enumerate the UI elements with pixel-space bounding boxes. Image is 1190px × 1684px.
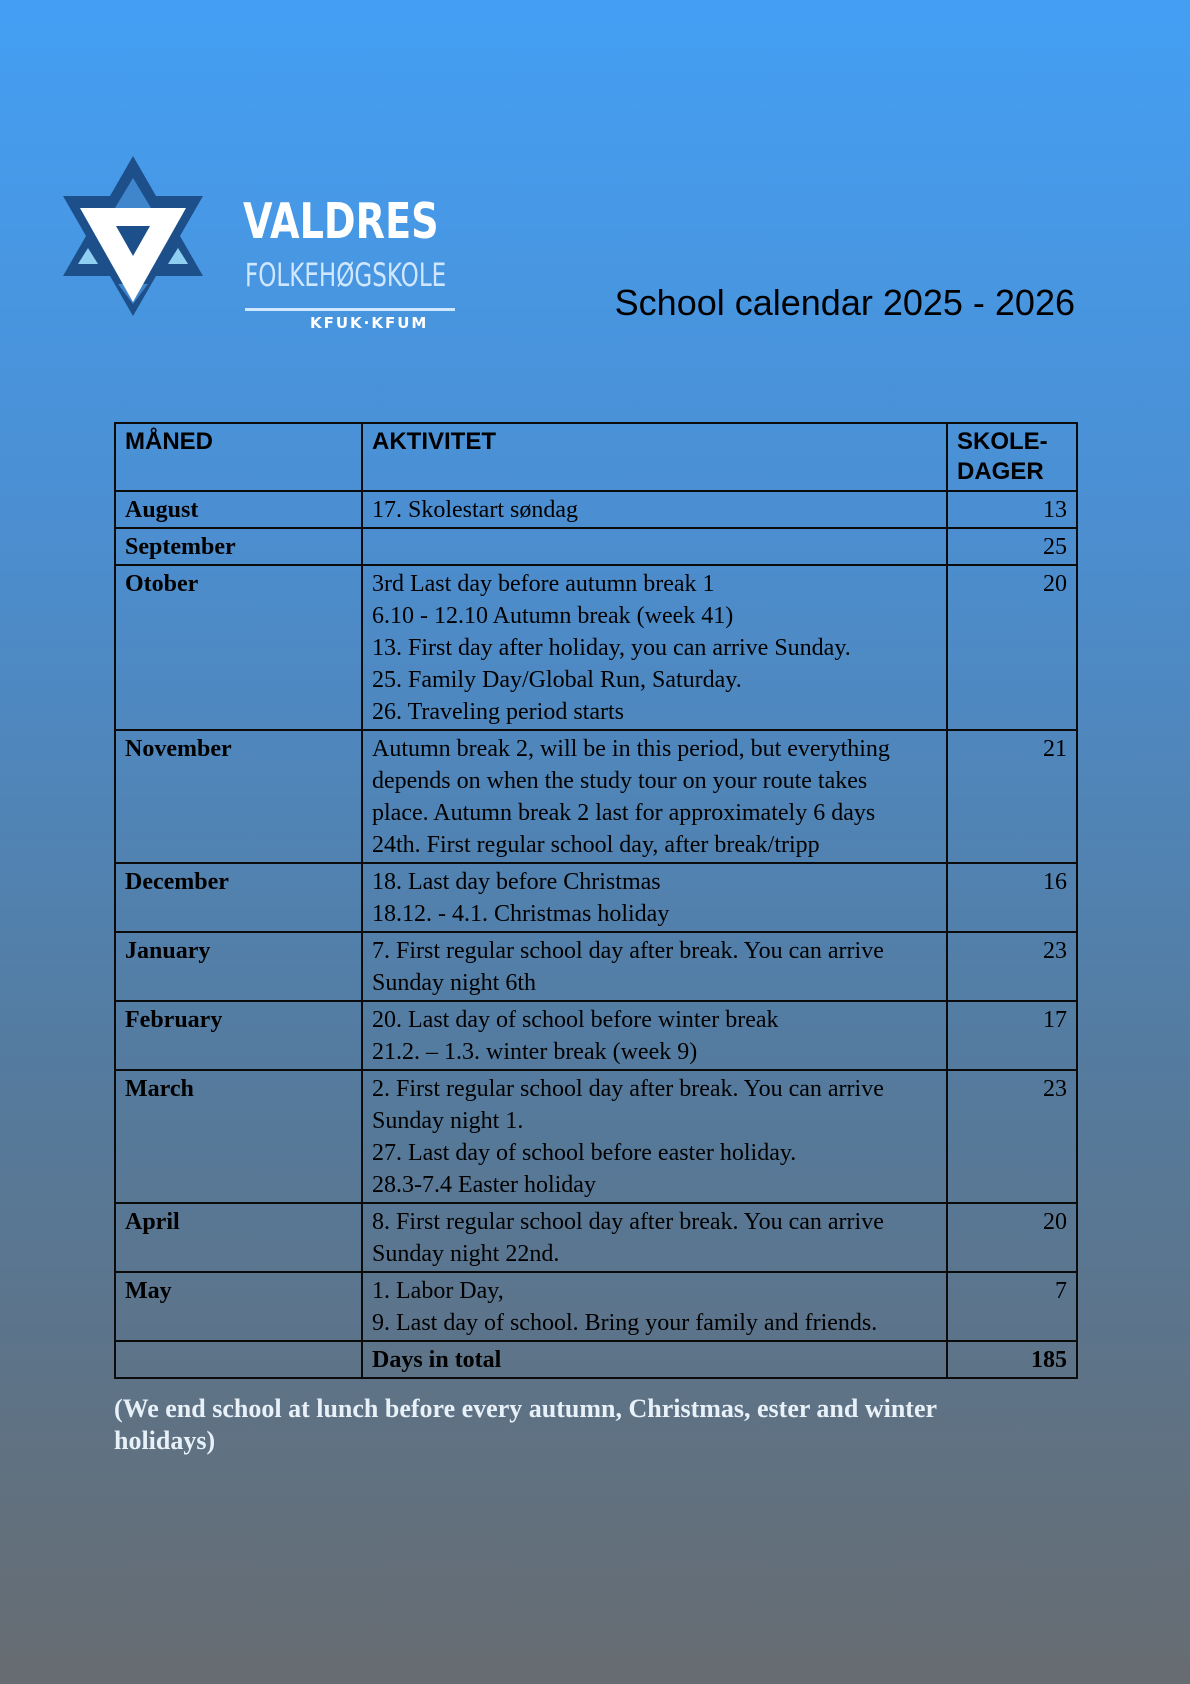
school-days-cell: 17	[947, 1001, 1077, 1070]
activity-line: 3rd Last day before autumn break 1	[372, 571, 715, 597]
activity-line: 28.3-7.4 Easter holiday	[372, 1172, 596, 1198]
activity-line: 9. Last day of school. Bring your family and friends.	[372, 1310, 878, 1336]
month-cell: November	[115, 730, 362, 863]
activity-line: 25. Family Day/Global Run, Saturday.	[372, 667, 742, 693]
month-cell: September	[115, 528, 362, 565]
month-cell: February	[115, 1001, 362, 1070]
school-days-cell: 20	[947, 565, 1077, 730]
activity-line: 18.12. - 4.1. Christmas holiday	[372, 901, 670, 927]
activity-cell	[362, 1001, 947, 1070]
table-row	[115, 863, 1077, 932]
table-row	[115, 528, 1077, 565]
logo-star-emblem	[58, 148, 208, 328]
month-cell: December	[115, 863, 362, 932]
total-row	[115, 1341, 1077, 1378]
activity-cell	[362, 1203, 947, 1272]
activity-cell	[362, 1272, 947, 1341]
activity-line: place. Autumn break 2 last for approximately 6 days	[372, 800, 876, 826]
activity-cell	[362, 730, 947, 863]
school-logo	[58, 148, 458, 333]
activity-line: 17. Skolestart søndag	[372, 497, 578, 523]
activity-cell	[362, 1070, 947, 1203]
activity-line: 24th. First regular school day, after break/tripp	[372, 832, 820, 858]
header-days-line2: DAGER	[957, 458, 1044, 485]
school-days-cell: 20	[947, 1203, 1077, 1272]
header-days-line1: SKOLE-	[957, 428, 1048, 455]
table-row	[115, 1070, 1077, 1203]
activity-line: 21.2. – 1.3. winter break (week 9)	[372, 1039, 698, 1065]
logo-name: VALDRES	[243, 193, 439, 250]
activity-line: 26. Traveling period starts	[372, 699, 624, 725]
header-activity: AKTIVITET	[362, 423, 947, 491]
activity-line: 2. First regular school day after break. You can arrive	[372, 1076, 884, 1102]
activity-cell	[362, 491, 947, 528]
activity-line: depends on when the study tour on your route takes	[372, 768, 868, 794]
footnote: (We end school at lunch before every autumn, Christmas, ester and winter holidays)	[114, 1394, 937, 1455]
school-days-cell: 21	[947, 730, 1077, 863]
table-row	[115, 491, 1077, 528]
activity-line: 1. Labor Day,	[372, 1278, 504, 1304]
total-month-cell	[115, 1341, 362, 1378]
activity-line: 27. Last day of school before easter holiday.	[372, 1140, 797, 1166]
school-days-cell: 23	[947, 1070, 1077, 1203]
logo-divider	[245, 308, 455, 311]
activity-cell	[362, 932, 947, 1001]
month-cell: March	[115, 1070, 362, 1203]
table-row	[115, 1272, 1077, 1341]
activity-line: 6.10 - 12.10 Autumn break (week 41)	[372, 603, 734, 629]
activity-line: 20. Last day of school before winter break	[372, 1007, 779, 1033]
activity-line: 13. First day after holiday, you can arrive Sunday.	[372, 635, 851, 661]
page-title: School calendar 2025 - 2026	[614, 282, 1075, 323]
calendar-table	[114, 422, 1078, 1379]
month-cell: January	[115, 932, 362, 1001]
table-row	[115, 730, 1077, 863]
table-row	[115, 1203, 1077, 1272]
activity-line: Sunday night 22nd.	[372, 1241, 560, 1267]
table-row	[115, 565, 1077, 730]
school-days-cell: 25	[947, 528, 1077, 565]
logo-tagline: KFUK·KFUM	[310, 314, 429, 332]
activity-line: Sunday night 6th	[372, 970, 537, 996]
total-label: Days in total	[362, 1341, 947, 1378]
activity-line: 18. Last day before Christmas	[372, 869, 661, 895]
activity-line: Sunday night 1.	[372, 1108, 524, 1134]
school-days-cell: 16	[947, 863, 1077, 932]
month-cell: August	[115, 491, 362, 528]
table-body	[115, 491, 1077, 1341]
table-row	[115, 932, 1077, 1001]
activity-cell	[362, 565, 947, 730]
school-days-cell: 13	[947, 491, 1077, 528]
total-days: 185	[947, 1341, 1077, 1378]
table-header-row	[115, 423, 1077, 491]
activity-line: 7. First regular school day after break. You can arrive	[372, 938, 884, 964]
activity-line: Autumn break 2, will be in this period, but everything	[372, 736, 890, 762]
month-cell: April	[115, 1203, 362, 1272]
school-days-cell: 23	[947, 932, 1077, 1001]
month-cell: May	[115, 1272, 362, 1341]
school-days-cell: 7	[947, 1272, 1077, 1341]
logo-subtitle: FOLKEHØGSKOLE	[245, 256, 447, 294]
header-school-days	[947, 423, 1077, 491]
table-row	[115, 1001, 1077, 1070]
activity-cell	[362, 528, 947, 565]
activity-line: 8. First regular school day after break. You can arrive	[372, 1209, 884, 1235]
activity-cell	[362, 863, 947, 932]
header-month: MÅNED	[115, 423, 362, 491]
month-cell: Otober	[115, 565, 362, 730]
